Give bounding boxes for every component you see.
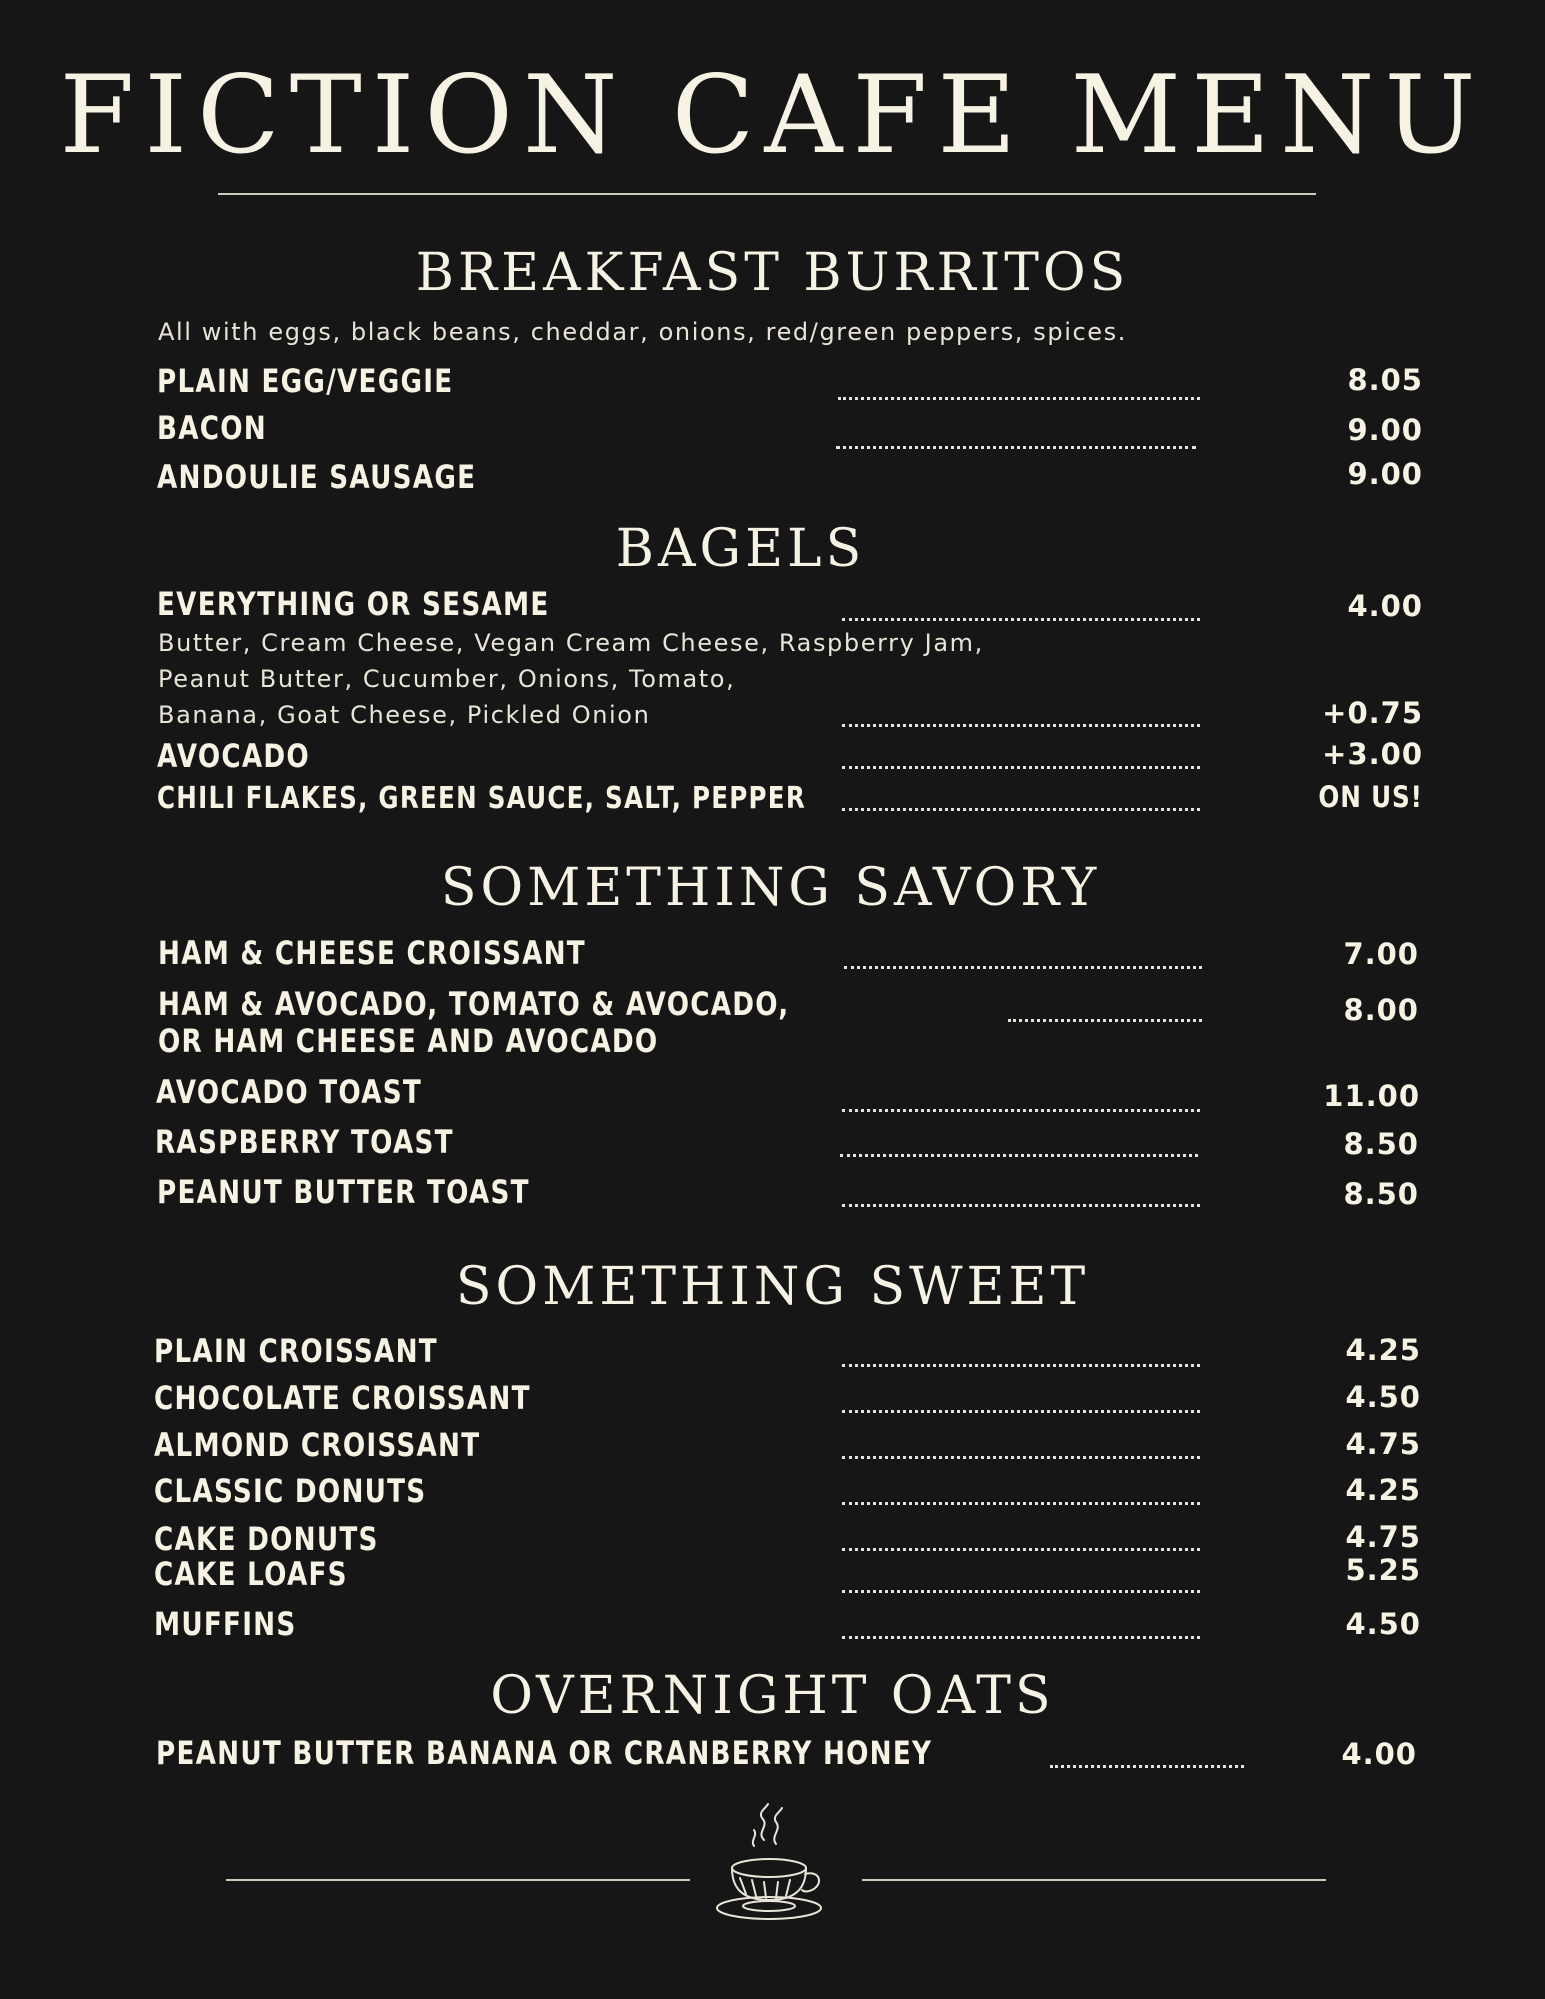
leader-dots xyxy=(844,966,1202,969)
leader-dots xyxy=(842,1410,1200,1413)
leader-dots xyxy=(842,1548,1200,1551)
menu-item-name: ANDOULIE SAUSAGE xyxy=(157,458,477,496)
leader-dots xyxy=(842,766,1200,769)
menu-item-price: 8.05 xyxy=(1347,363,1423,397)
menu-item-name: BACON xyxy=(157,409,267,447)
leader-dots xyxy=(842,724,1200,727)
coffee-cup-icon xyxy=(712,1800,832,1925)
menu-item-name: PEANUT BUTTER TOAST xyxy=(157,1173,530,1211)
menu-title: FICTION CAFE MENU xyxy=(59,53,1486,178)
menu-item-name: MUFFINS xyxy=(154,1605,297,1643)
leader-dots xyxy=(842,808,1200,811)
menu-item-name: ALMOND CROISSANT xyxy=(154,1426,481,1464)
leader-dots xyxy=(842,1109,1200,1112)
footer-divider-left xyxy=(226,1879,690,1881)
footer-divider-right xyxy=(862,1879,1326,1881)
menu-item-name: CAKE LOAFS xyxy=(154,1555,348,1593)
menu-item-price: 7.00 xyxy=(1343,937,1419,971)
leader-dots xyxy=(842,1456,1200,1459)
leader-dots xyxy=(838,397,1200,400)
menu-item-name: AVOCADO TOAST xyxy=(156,1073,423,1111)
menu-item-price: 4.25 xyxy=(1345,1473,1421,1507)
menu-item-price: 4.75 xyxy=(1345,1427,1421,1461)
burritos-note: All with eggs, black beans, cheddar, onions, red/green peppers, spices. xyxy=(158,318,1127,346)
menu-item-price: 9.00 xyxy=(1347,413,1423,447)
menu-item-price: 11.00 xyxy=(1323,1079,1420,1113)
menu-item-price: 8.50 xyxy=(1343,1127,1419,1161)
section-heading-oats: OVERNIGHT OATS xyxy=(490,1666,1055,1726)
menu-item-price: 4.25 xyxy=(1345,1333,1421,1367)
leader-dots xyxy=(842,1204,1200,1207)
menu-item-price: 4.75 xyxy=(1345,1520,1421,1554)
menu-item-name: HAM & AVOCADO, TOMATO & AVOCADO, xyxy=(158,985,790,1023)
section-heading-savory: SOMETHING SAVORY xyxy=(440,858,1101,918)
menu-item-name: CLASSIC DONUTS xyxy=(154,1472,427,1510)
leader-dots xyxy=(1008,1019,1202,1022)
leader-dots xyxy=(842,618,1200,621)
section-heading-sweet: SOMETHING SWEET xyxy=(455,1257,1090,1317)
menu-item-price: +0.75 xyxy=(1322,696,1423,730)
menu-item-price: ON US! xyxy=(1318,780,1423,814)
menu-item-price: +3.00 xyxy=(1322,737,1423,771)
leader-dots xyxy=(840,1154,1198,1157)
menu-item-name: CHILI FLAKES, GREEN SAUCE, SALT, PEPPER xyxy=(157,781,806,816)
leader-dots xyxy=(1050,1765,1244,1768)
menu-item-price: 8.50 xyxy=(1343,1177,1419,1211)
bagel-toppings-line: Peanut Butter, Cucumber, Onions, Tomato, xyxy=(158,665,736,693)
section-heading-bagels: BAGELS xyxy=(615,519,866,579)
leader-dots xyxy=(842,1590,1200,1593)
leader-dots xyxy=(842,1636,1200,1639)
bagel-toppings-line: Butter, Cream Cheese, Vegan Cream Cheese, Raspberry Jam, xyxy=(158,629,984,657)
menu-item-price: 4.50 xyxy=(1345,1607,1421,1641)
menu-item-price: 4.00 xyxy=(1347,589,1423,623)
menu-item-name: CHOCOLATE CROISSANT xyxy=(154,1379,531,1417)
leader-dots xyxy=(836,446,1196,449)
title-divider xyxy=(218,193,1316,195)
menu-item-name: AVOCADO xyxy=(157,737,310,775)
menu-item-name: OR HAM CHEESE AND AVOCADO xyxy=(158,1022,659,1060)
menu-item-name: HAM & CHEESE CROISSANT xyxy=(158,934,586,972)
menu-item-price: 9.00 xyxy=(1347,457,1423,491)
section-heading-burritos: BREAKFAST BURRITOS xyxy=(415,243,1130,303)
leader-dots xyxy=(842,1364,1200,1367)
menu-item-price: 8.00 xyxy=(1343,993,1419,1027)
menu-item-price: 4.00 xyxy=(1341,1737,1417,1771)
bagel-toppings-line: Banana, Goat Cheese, Pickled Onion xyxy=(158,701,651,729)
menu-item-name: EVERYTHING OR SESAME xyxy=(157,585,550,623)
menu-item-name: PEANUT BUTTER BANANA OR CRANBERRY HONEY xyxy=(156,1734,933,1772)
menu-item-name: PLAIN CROISSANT xyxy=(154,1332,438,1370)
menu-item-name: PLAIN EGG/VEGGIE xyxy=(157,362,454,400)
menu-item-price: 4.50 xyxy=(1345,1380,1421,1414)
menu-item-name: RASPBERRY TOAST xyxy=(155,1123,454,1161)
menu-item-price: 5.25 xyxy=(1345,1553,1421,1587)
leader-dots xyxy=(842,1502,1200,1505)
menu-item-name: CAKE DONUTS xyxy=(154,1520,379,1558)
